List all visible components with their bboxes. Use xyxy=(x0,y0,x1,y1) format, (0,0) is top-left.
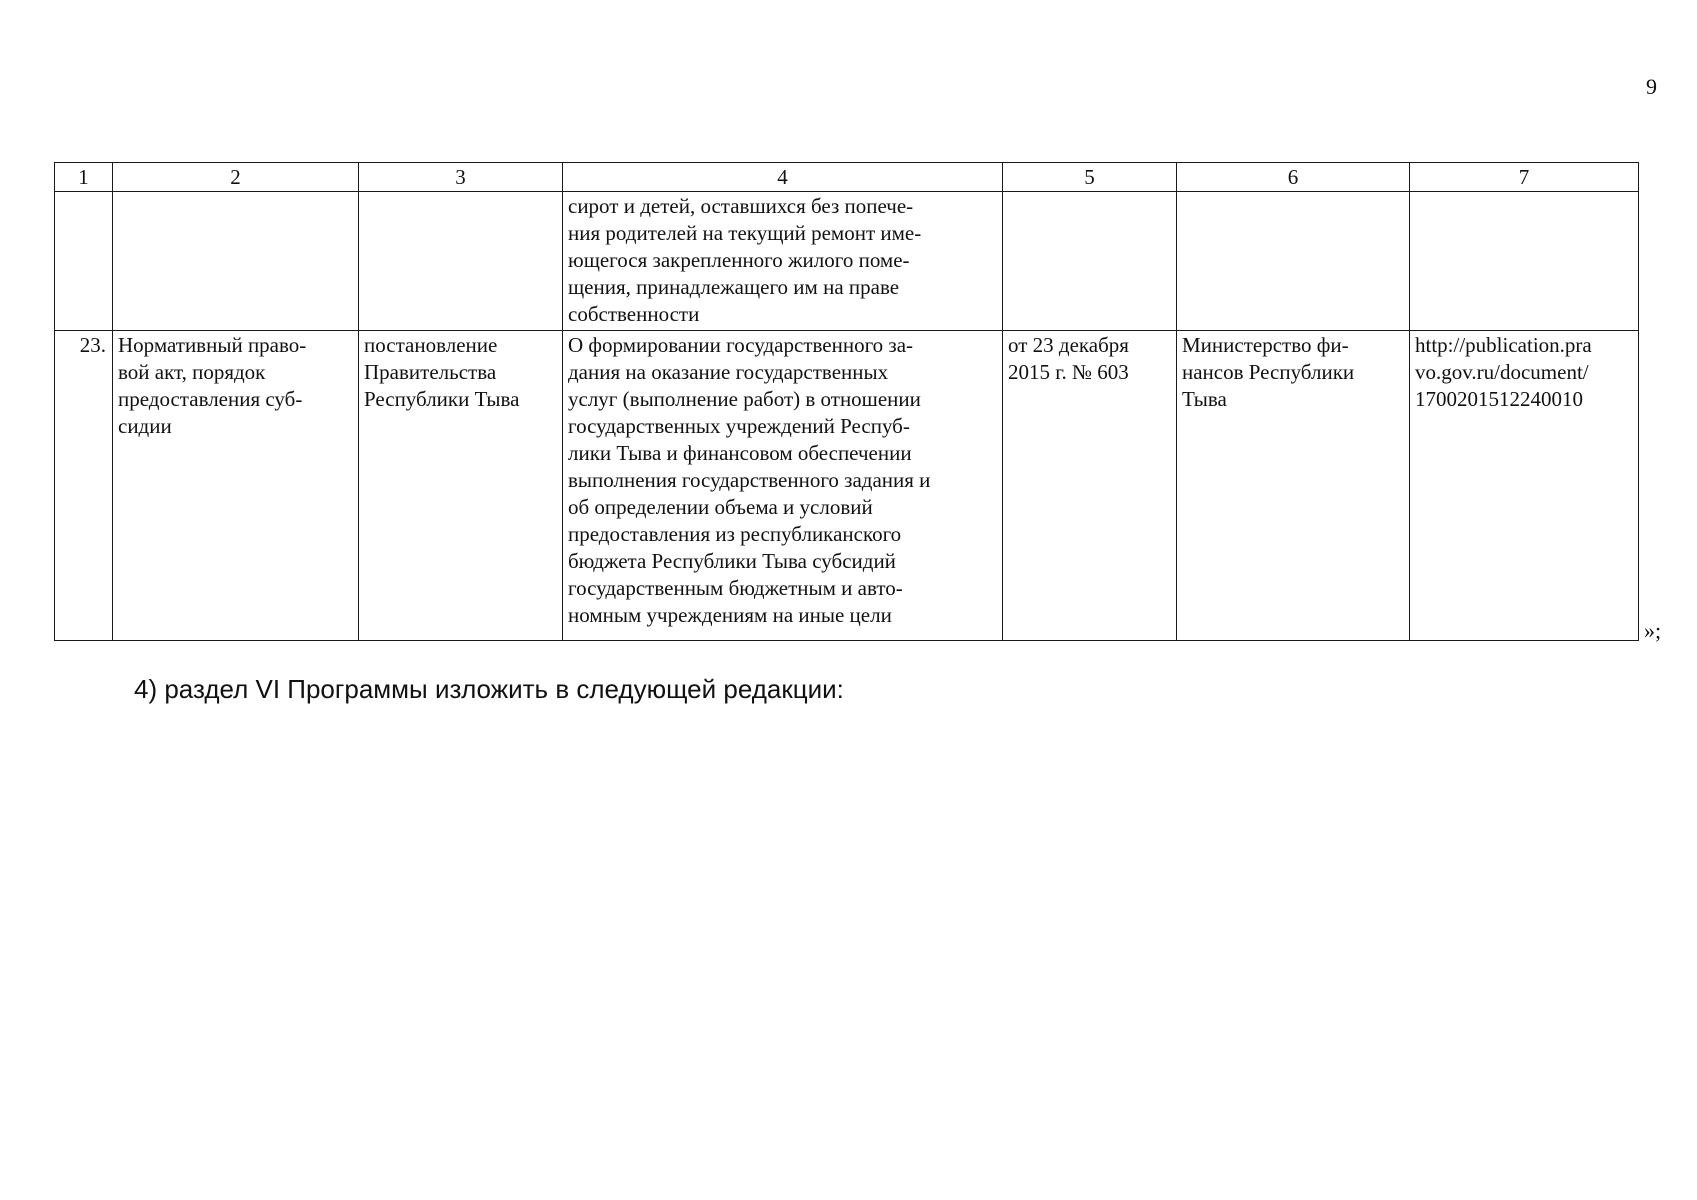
table-cell xyxy=(113,192,359,331)
column-header: 2 xyxy=(113,163,359,192)
table-cell: сирот и детей, оставшихся без попече- ния родителей на текущий ремонт име- ющегося закрепленного жилого поме- щения, принадлежащего им на праве собственности xyxy=(563,192,1003,331)
table-cell xyxy=(359,192,563,331)
url-cell: http://publication.pra vo.gov.ru/document/ 1700201512240010 xyxy=(1410,331,1639,641)
column-header: 7 xyxy=(1410,163,1639,192)
column-header: 6 xyxy=(1177,163,1410,192)
table-cell: О формировании государственного за- дания на оказание государственных услуг (выполнение работ) в отношении государственных учреждений Респуб- лики Тыва и финансовом обеспечении выполнения государственного задания и об определении объема и условий предоставления из республиканского бюджета Республики Тыва субсидий государственным бюджетным и авто- номным учреждениям на иные цели xyxy=(563,331,1003,641)
column-header: 5 xyxy=(1003,163,1177,192)
table-cell xyxy=(1177,192,1410,331)
column-header: 3 xyxy=(359,163,563,192)
table-cell xyxy=(1003,192,1177,331)
column-header: 4 xyxy=(563,163,1003,192)
document-table xyxy=(54,162,1639,641)
table-cell: постановление Правительства Республики Тыва xyxy=(359,331,563,641)
column-header: 1 xyxy=(55,163,113,192)
table-cell xyxy=(1410,192,1639,331)
closing-quote: »; xyxy=(1644,618,1662,643)
table-row xyxy=(55,331,1639,641)
row-number-cell: 23. xyxy=(55,331,113,641)
table-header-row xyxy=(55,163,1639,192)
table-cell: от 23 декабря 2015 г. № 603 xyxy=(1003,331,1177,641)
instruction-paragraph: 4) раздел VI Программы изложить в следующей редакции: xyxy=(134,674,844,704)
table-row xyxy=(55,192,1639,331)
table-cell xyxy=(55,192,113,331)
table-cell: Нормативный право- вой акт, порядок предоставления суб- сидии xyxy=(113,331,359,641)
table-cell: Министерство фи- нансов Республики Тыва xyxy=(1177,331,1410,641)
page-number: 9 xyxy=(1646,74,1657,99)
